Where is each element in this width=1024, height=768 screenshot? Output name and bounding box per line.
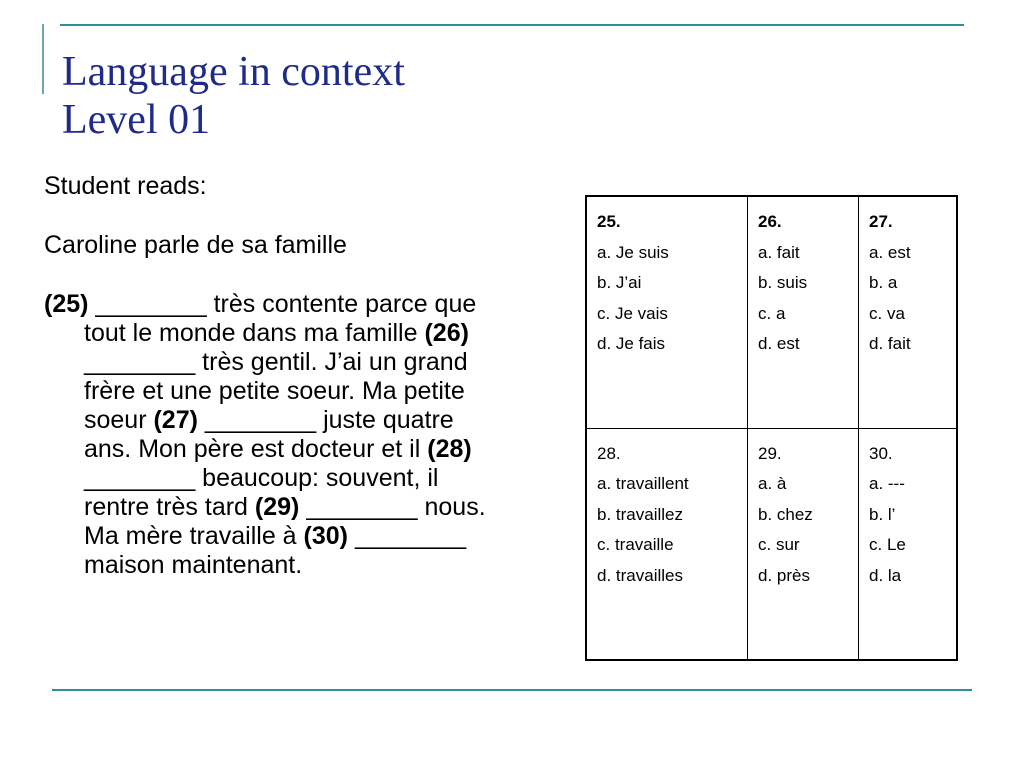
answer-choices-table (585, 195, 958, 661)
option-b: b. l’ (869, 504, 896, 524)
passage-segment: ________ maison maintenant. (84, 522, 467, 579)
option-b: b. suis (758, 273, 808, 292)
option-b: b. a (869, 273, 898, 292)
bottom-rule (52, 689, 972, 691)
question-cell (859, 428, 958, 660)
option-d: d. est (758, 334, 800, 353)
option-c: c. sur (758, 535, 800, 554)
title-line-1: Language in context (62, 49, 405, 95)
option-a: a. à (758, 474, 787, 493)
question-number: 30. (869, 443, 893, 463)
blank-number: (27) (153, 406, 198, 434)
option-a: a. --- (869, 474, 905, 493)
option-a: a. Je suis (597, 242, 669, 262)
option-b: b. chez (758, 504, 813, 524)
option-c: c. travaille (597, 535, 674, 554)
slide-title (62, 48, 405, 145)
blank-number: (29) (254, 493, 300, 521)
table-row (586, 196, 957, 428)
option-c: c. Je vais (597, 303, 668, 323)
option-a: a. est (869, 242, 911, 262)
option-a: a. travaillent (597, 474, 689, 493)
option-d: d. la (869, 565, 902, 585)
question-number: 27. (869, 212, 893, 231)
question-number: 28. (597, 443, 621, 463)
question-cell (859, 196, 958, 428)
passage-heading: Caroline parle de sa famille (44, 231, 347, 259)
option-d: d. travailles (597, 565, 683, 585)
option-d: d. fait (869, 334, 911, 353)
blank-number: (26) (424, 319, 469, 347)
question-cell (586, 428, 748, 660)
option-c: c. a (758, 303, 786, 323)
left-accent-rule (42, 24, 44, 94)
table-row (586, 428, 957, 660)
option-c: c. Le (869, 535, 906, 554)
option-a: a. fait (758, 242, 800, 262)
intro-text: Student reads: (44, 172, 207, 200)
question-number: 29. (758, 443, 782, 463)
passage-segment: ________ très gentil. J’ai un grand frère et une petite soeur. Ma petite soeur (84, 348, 468, 434)
option-d: d. Je fais (597, 334, 666, 353)
question-cell (748, 428, 859, 660)
option-c: c. va (869, 303, 905, 323)
blank-number: (28) (427, 435, 472, 463)
passage-text (44, 290, 504, 580)
reading-passage-panel (44, 172, 504, 580)
option-d: d. près (758, 565, 810, 585)
blank-number: (25) (44, 290, 89, 318)
passage-segment: ________ très contente parce que tout le monde dans ma famille (84, 290, 477, 347)
question-number: 25. (597, 212, 621, 231)
passage-segment: ________ juste quatre ans. Mon père est docteur et il (84, 406, 454, 463)
question-cell (586, 196, 748, 428)
option-b: b. travaillez (597, 504, 683, 524)
title-line-2: Level 01 (62, 97, 211, 144)
question-number: 26. (758, 212, 782, 231)
passage-segment: ________ nous. Ma mère travaille à (84, 493, 486, 550)
top-rule (60, 24, 964, 26)
option-b: b. J’ai (597, 273, 642, 292)
question-cell (748, 196, 859, 428)
passage-segment: ________ beaucoup: souvent, il rentre très tard (84, 464, 439, 521)
blank-number: (30) (303, 522, 348, 550)
